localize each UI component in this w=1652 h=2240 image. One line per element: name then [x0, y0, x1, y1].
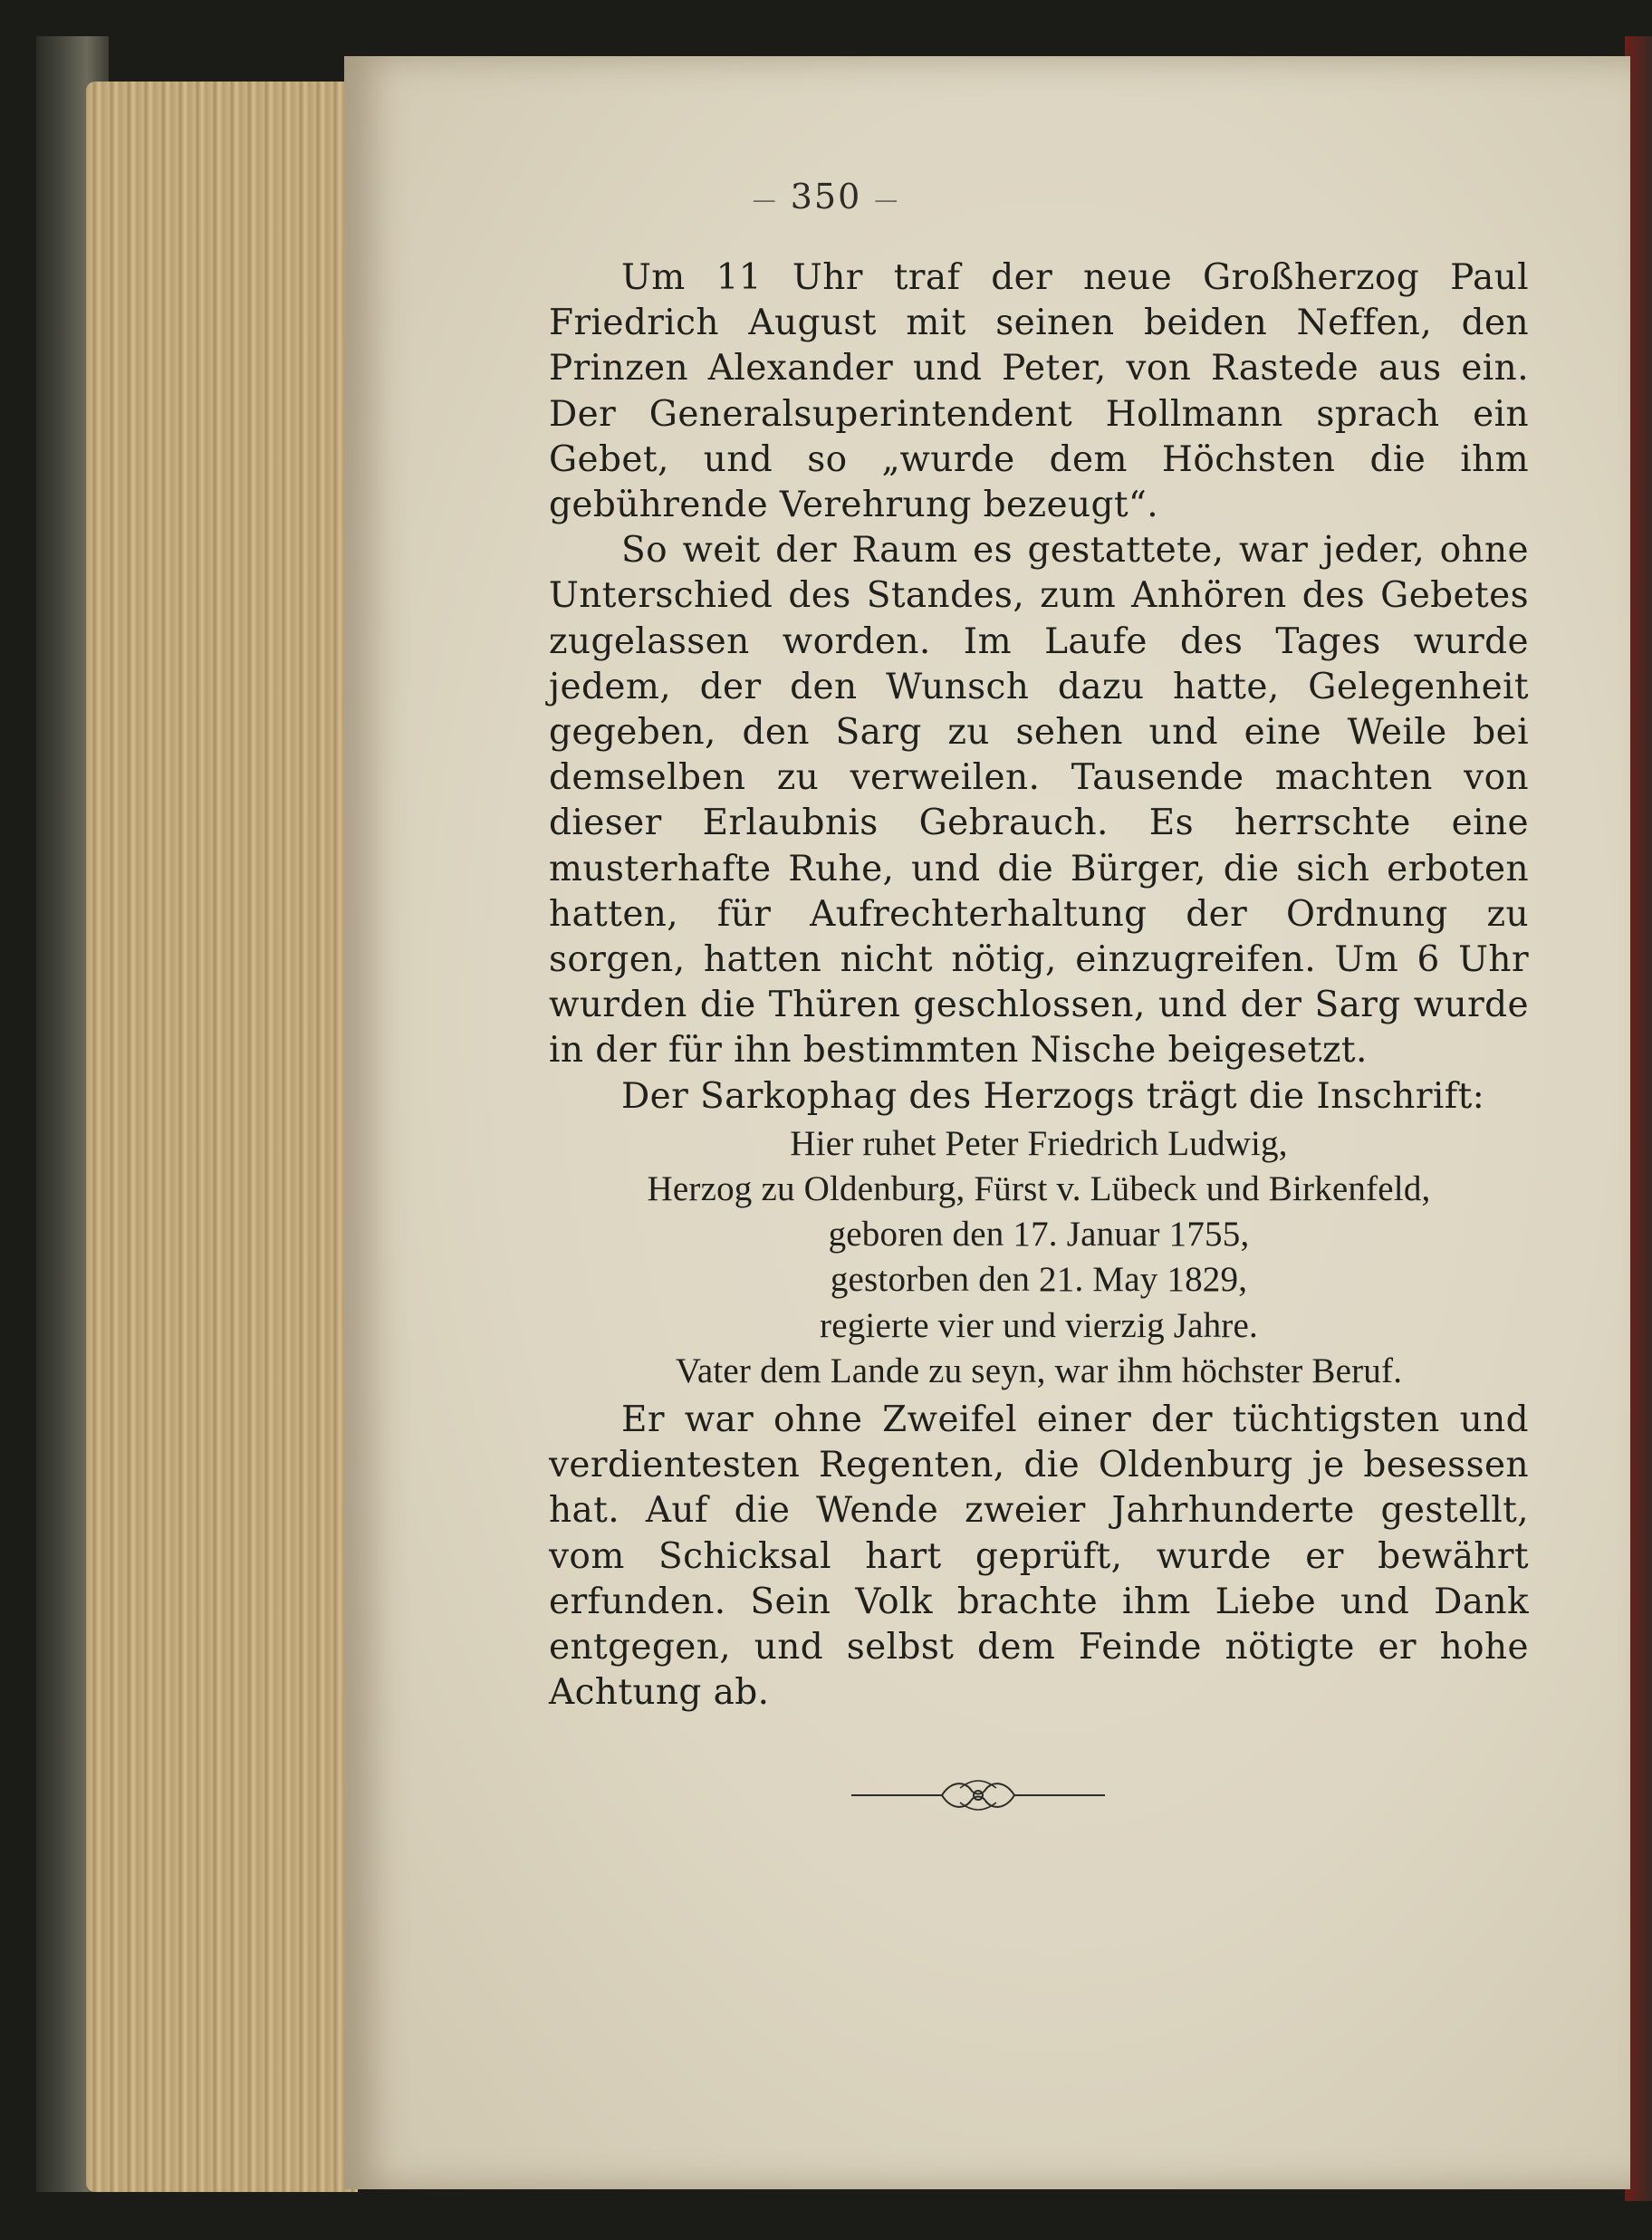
paragraph-1: Um 11 Uhr traf der neue Großherzog Paul Friedrich August mit seinen beiden Neffen, den Prinzen Alexander und Peter, von Rastede aus ein. Der Generalsuperintendent Hollmann sprach ein Gebet, und so „wurde dem Höchsten die ihm gebührende Verehrung bezeugt“. — [549, 257, 1529, 526]
inscription-line: regierte vier und vierzig Jahre. — [820, 1305, 1258, 1345]
inscription-line: Vater dem Lande zu seyn, war ihm höchster Beruf. — [675, 1351, 1403, 1390]
header-dash-left: — — [752, 186, 778, 214]
paragraph-2: So weit der Raum es gestattete, war jeder, ohne Unterschied des Standes, zum Anhören des Gebetes zugelassen worden. Im Laufe des Tages wurde jedem, der den Wunsch dazu hatte, Gelegenheit gegeben, den Sarg zu sehen und eine Weile bei demselben zu verweilen. Tausende machten von dieser Erlaubnis Gebrauch. Es herrschte eine musterhafte Ruhe, und die Bürger, die sich erboten hatten, für Aufrechterhaltung der Ordnung zu sorgen, hatten nicht nötig, einzugreifen. Um 6 Uhr wurden die Thüren geschlossen, und der Sarg wurde in der für ihn bestimmten Nische beigesetzt. — [549, 530, 1529, 1072]
page-body — [549, 255, 1529, 1716]
paragraph-3: Der Sarkophag des Herzogs trägt die Inschrift: — [621, 1075, 1485, 1117]
page-number: 350 — [790, 177, 862, 216]
header-dash-right: — — [874, 186, 900, 214]
page-edges — [86, 82, 358, 2192]
inscription-line: gestorben den 21. May 1829, — [830, 1260, 1248, 1300]
sarcophagus-inscription — [549, 1121, 1529, 1394]
inscription-line: geboren den 17. Januar 1755, — [828, 1215, 1250, 1255]
closing-ornament — [851, 1768, 1105, 1822]
paragraph-4: Er war ohne Zweifel einer der tüchtigsten und verdientesten Regenten, die Oldenburg je besessen hat. Auf die Wende zweier Jahrhunderte gestellt, vom Schicksal hart geprüft, wurde er bewährt erfunden. Sein Volk brachte ihm Liebe und Dank entgegen, und selbst dem Feinde nötigte er hohe Achtung ab. — [549, 1399, 1529, 1714]
inscription-line: Hier ruhet Peter Friedrich Ludwig, — [790, 1123, 1288, 1163]
inscription-line: Herzog zu Oldenburg, Fürst v. Lübeck und Birkenfeld, — [647, 1169, 1431, 1209]
page-header — [0, 177, 1652, 216]
ornament-flourish-icon — [851, 1768, 1105, 1822]
